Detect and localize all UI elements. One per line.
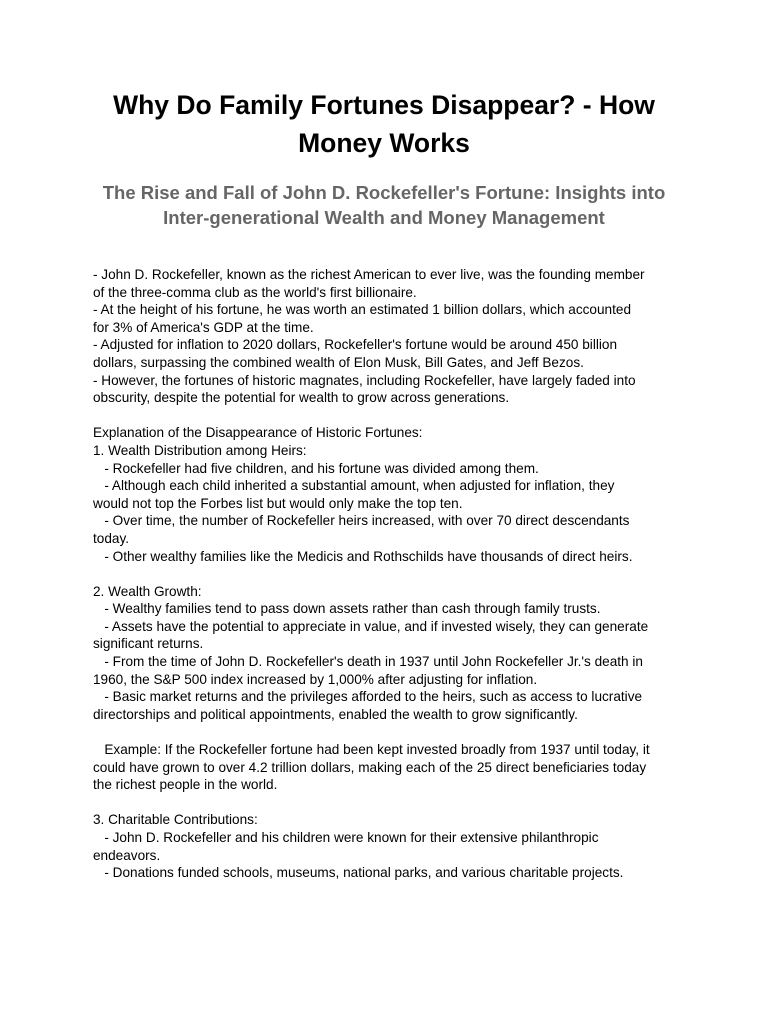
body-line: - John D. Rockefeller, known as the richest American to ever live, was the founding member — [93, 267, 645, 282]
blank-line — [93, 565, 683, 583]
blank-line — [93, 723, 683, 741]
body-line: - Rockefeller had five children, and his fortune was divided among them. — [93, 460, 539, 476]
blank-line — [93, 407, 683, 425]
body-line: - From the time of John D. Rockefeller's death in 1937 until John Rockefeller Jr.'s death in — [93, 654, 643, 670]
body-line: dollars, surpassing the combined wealth of Elon Musk, Bill Gates, and Jeff Bezos. — [93, 354, 584, 370]
document-subtitle: The Rise and Fall of John D. Rockefeller's Fortune: Insights into Inter-generational Wealth and Money Management — [102, 182, 666, 228]
body-line: would not top the Forbes list but would only make the top ten. — [93, 495, 463, 511]
body-line: the richest people in the world. — [93, 777, 278, 793]
body-line: for 3% of America's GDP at the time. — [93, 319, 314, 335]
body-line: directorships and political appointments, enabled the wealth to grow significantly. — [93, 706, 578, 722]
document-title: Why Do Family Fortunes Disappear? - How Money Works — [113, 90, 655, 158]
body-line: could have grown to over 4.2 trillion dollars, making each of the 25 direct beneficiaries today — [93, 759, 647, 775]
body-line: today. — [93, 530, 130, 546]
body-line: Example: If the Rockefeller fortune had been kept invested broadly from 1937 until today, it — [93, 742, 650, 758]
body-line: significant returns. — [93, 636, 204, 652]
body-line: 1960, the S&P 500 index increased by 1,000% after adjusting for inflation. — [93, 671, 538, 687]
body-line: 3. Charitable Contributions: — [93, 812, 258, 828]
body-line: 1. Wealth Distribution among Heirs: — [93, 442, 307, 458]
body-line: - Other wealthy families like the Medicis and Rothschilds have thousands of direct heirs. — [93, 548, 633, 564]
body-line: - Although each child inherited a substantial amount, when adjusted for inflation, they — [93, 478, 615, 494]
blank-line — [93, 794, 683, 812]
body-line: - However, the fortunes of historic magnates, including Rockefeller, have largely faded into — [93, 372, 636, 388]
body-line: - John D. Rockefeller and his children were known for their extensive philanthropic — [93, 830, 599, 845]
body-line: - Donations funded schools, museums, national parks, and various charitable projects. — [93, 865, 624, 881]
body-line: - Adjusted for inflation to 2020 dollars, Rockefeller's fortune would be around 450 billion — [93, 337, 618, 353]
body-line: 2. Wealth Growth: — [93, 583, 202, 599]
body-line: - At the height of his fortune, he was worth an estimated 1 billion dollars, which accounted — [93, 302, 632, 318]
body-line: - Wealthy families tend to pass down assets rather than cash through family trusts. — [93, 601, 601, 617]
body-line: - Basic market returns and the privileges afforded to the heirs, such as access to lucrative — [93, 689, 643, 705]
document-body — [93, 266, 683, 882]
body-line: obscurity, despite the potential for wealth to grow across generations. — [93, 390, 510, 406]
body-line: - Over time, the number of Rockefeller heirs increased, with over 70 direct descendants — [93, 513, 630, 529]
body-line: - Assets have the potential to appreciate in value, and if invested wisely, they can generate — [93, 618, 649, 634]
body-line: of the three-comma club as the world's first billionaire. — [93, 284, 417, 300]
body-line: Explanation of the Disappearance of Historic Fortunes: — [93, 425, 423, 441]
body-line: endeavors. — [93, 847, 161, 863]
